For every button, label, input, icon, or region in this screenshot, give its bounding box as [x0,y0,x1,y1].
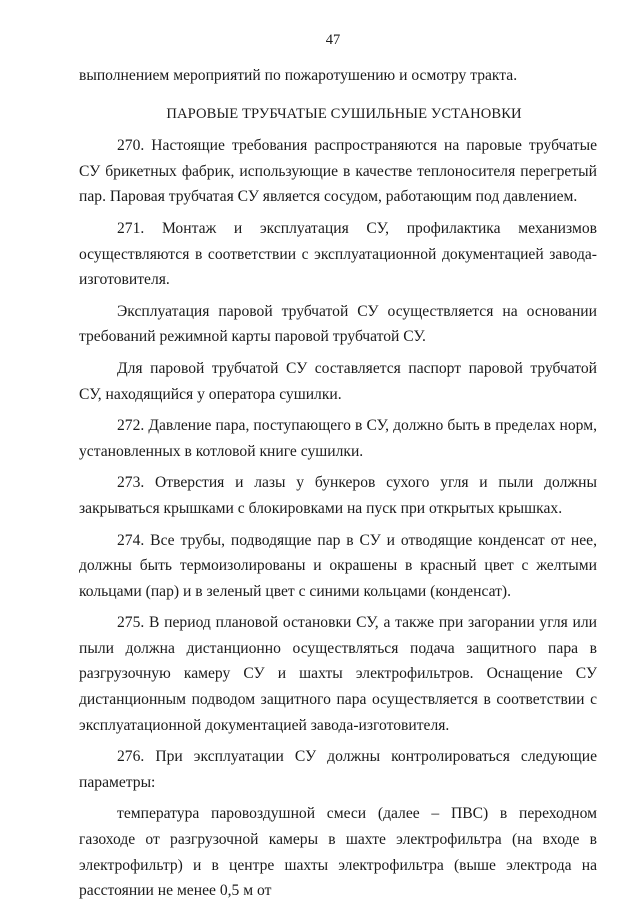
page-number: 47 [325,32,341,48]
paragraph-271-passport: Для паровой трубчатой СУ составляется паспорт паровой трубчатой СУ, находящийся у оператора сушилки. [79,359,597,403]
paragraph-271: 271. Монтаж и эксплуатация СУ, профилактика механизмов осуществляются в соответствии с эксплуатационной документацией завода-изготовителя. [79,219,597,289]
section-heading: ПАРОВЫЕ ТРУБЧАТЫЕ СУШИЛЬНЫЕ УСТАНОВКИ [166,105,522,122]
paragraph-271-operation: Эксплуатация паровой трубчатой СУ осуществляется на основании требований режимной карты паровой трубчатой СУ. [79,302,597,346]
document-body [79,63,597,904]
carryover-line: выполнением мероприятий по пожаротушению и осмотру тракта. [79,67,518,84]
paragraph-275: 275. В период плановой остановки СУ, а также при загорании угля или пыли должна дистанционно осуществляться подача защитного пара в разгрузочную камеру СУ и шахты электрофильтров. Оснащение СУ дистанционным подводом защитного пара осуществляется в соответствии с эксплуатационной документацией завода-изготовителя. [79,614,597,734]
paragraph-274: 274. Все трубы, подводящие пар в СУ и отводящие конденсат от нее, должны быть термоизолированы и окрашены в красный цвет с желтыми кольцами (пар) и в зеленый цвет с синими кольцами (конденсат). [79,531,597,600]
paragraph-273: 273. Отверстия и лазы у бункеров сухого угля и пыли должны закрываться крышками с блокировками на пуск при открытых крышках. [79,474,597,517]
paragraph-276-temperature: температура паровоздушной смеси (далее – ПВС) в переходном газоходе от разгрузочной камеры в шахте электрофильтра (на входе в электрофильтр) и в центре шахты электрофильтра (выше электрода на расстоянии не менее 0,5 м от [79,805,597,900]
paragraph-276: 276. При эксплуатации СУ должны контролироваться следующие параметры: [79,748,597,791]
paragraph-272: 272. Давление пара, поступающего в СУ, должно быть в пределах норм, установленных в котловой книге сушилки. [79,417,597,460]
paragraph-270: 270. Настоящие требования распространяются на паровые трубчатые СУ брикетных фабрик, использующие в качестве теплоносителя перегретый пар. Паровая трубчатая СУ является сосудом, работающим под давлением. [79,137,597,206]
